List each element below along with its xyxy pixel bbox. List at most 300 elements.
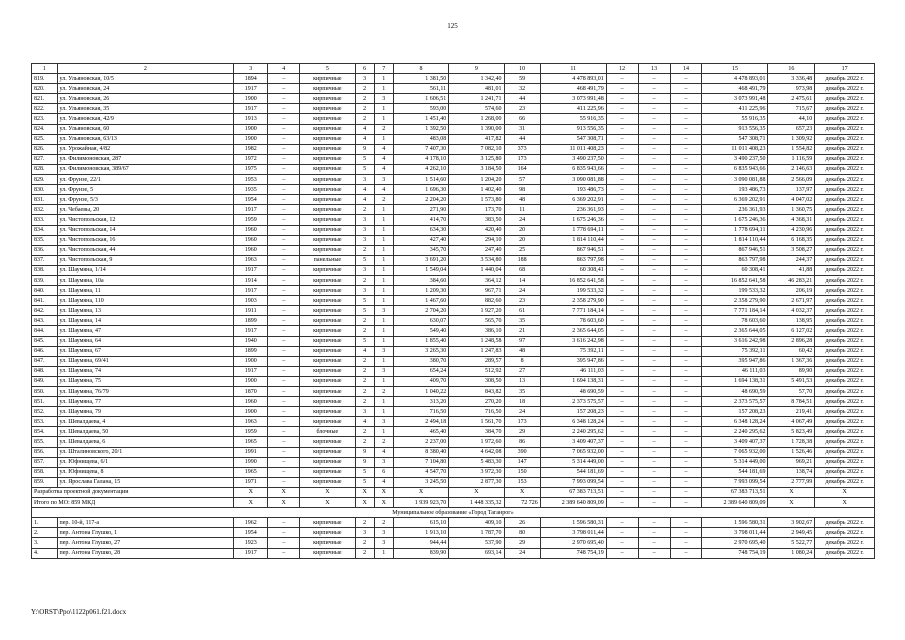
table-cell: 32: [504, 84, 540, 94]
table-cell: 2: [355, 427, 374, 437]
table-cell: 2 494,18: [393, 417, 448, 427]
table-row: [32, 437, 875, 447]
table-cell: 5: [355, 154, 374, 164]
table-cell: 1 596 580,31: [540, 518, 606, 528]
table-cell: 44,10: [768, 114, 815, 124]
table-cell: 829.: [32, 175, 58, 185]
table-cell: –: [606, 235, 638, 245]
table-cell: кирпичные: [300, 154, 355, 164]
table-cell: декабрь 2022 г.: [815, 296, 875, 306]
table-cell: кирпичные: [300, 84, 355, 94]
table-cell: 3 616 242,98: [540, 336, 606, 346]
table-cell: ул. Шаумяна, 10а: [57, 275, 234, 285]
table-cell: 4 547,70: [393, 467, 448, 477]
table-cell: 3 691,20: [393, 255, 448, 265]
table-cell: 843.: [32, 316, 58, 326]
table-cell: 2: [355, 326, 374, 336]
table-cell: X: [504, 487, 540, 497]
table-cell: 2: [374, 387, 393, 397]
table-cell: кирпичные: [300, 225, 355, 235]
table-cell: ул. Филимоновская, 287: [57, 154, 234, 164]
table-cell: 1 116,59: [768, 154, 815, 164]
table-cell: ул. Шаумяна, 13: [57, 306, 234, 316]
table-cell: –: [670, 467, 702, 477]
table-cell: –: [606, 447, 638, 457]
table-cell: 11: [504, 205, 540, 215]
table-cell: –: [670, 366, 702, 376]
table-cell: –: [638, 407, 670, 417]
table-cell: декабрь 2022 г.: [815, 255, 875, 265]
table-cell: ул. Ульяновская, 24: [57, 84, 234, 94]
table-cell: ул. Шаумяна, 11: [57, 286, 234, 296]
table-cell: декабрь 2022 г.: [815, 225, 875, 235]
table-cell: 854.: [32, 427, 58, 437]
table-cell: декабрь 2022 г.: [815, 538, 875, 548]
table-cell: –: [606, 114, 638, 124]
table-cell: –: [268, 225, 300, 235]
table-cell: 4: [374, 164, 393, 174]
table-cell: 2 566,09: [768, 175, 815, 185]
table-cell: 1 448 335,32: [449, 498, 504, 508]
table-cell: 193 486,73: [540, 185, 606, 195]
column-number: 1: [32, 64, 58, 74]
table-cell: –: [606, 427, 638, 437]
footer-file-path: Y:\ORST\Ppo\1122p061.f21.docx: [31, 608, 127, 616]
table-cell: 593,00: [393, 104, 448, 114]
table-cell: кирпичные: [300, 265, 355, 275]
column-number: 4: [268, 64, 300, 74]
table-cell: 3 409 407,37: [540, 437, 606, 447]
table-cell: 137,97: [768, 185, 815, 195]
table-cell: 6 369 202,91: [702, 195, 768, 205]
table-cell: 2: [374, 124, 393, 134]
table-cell: 468 491,79: [540, 84, 606, 94]
table-cell: –: [638, 427, 670, 437]
table-cell: 1 514,60: [393, 175, 448, 185]
table-cell: –: [670, 346, 702, 356]
table-cell: 481,01: [449, 84, 504, 94]
table-cell: 9: [355, 457, 374, 467]
table-cell: Разработка проектной документации: [32, 487, 234, 497]
table-cell: 855.: [32, 437, 58, 447]
table-cell: –: [268, 346, 300, 356]
table-cell: –: [268, 154, 300, 164]
table-cell: 6 369 202,91: [540, 195, 606, 205]
table-cell: 1917: [234, 265, 268, 275]
table-cell: ул. Юфнищева, 8: [57, 467, 234, 477]
table-cell: 1960: [234, 245, 268, 255]
table-cell: 2 204,20: [393, 195, 448, 205]
table-cell: кирпичные: [300, 114, 355, 124]
table-cell: 390: [504, 447, 540, 457]
table-cell: –: [638, 548, 670, 558]
table-cell: 48: [504, 346, 540, 356]
table-cell: 825.: [32, 134, 58, 144]
table-cell: кирпичные: [300, 215, 355, 225]
table-cell: кирпичные: [300, 316, 355, 326]
table-cell: 3 409 407,37: [702, 437, 768, 447]
table-cell: кирпичные: [300, 175, 355, 185]
table-cell: 1913: [234, 114, 268, 124]
table-cell: –: [638, 326, 670, 336]
table-cell: 3: [355, 225, 374, 235]
table-cell: пер. Антона Глушко, 28: [57, 548, 234, 558]
table-cell: –: [638, 104, 670, 114]
table-cell: 1: [374, 114, 393, 124]
table-cell: 244,37: [768, 255, 815, 265]
table-cell: 417,82: [449, 134, 504, 144]
table-cell: 1960: [234, 397, 268, 407]
table-cell: –: [638, 225, 670, 235]
table-cell: 1 080,24: [768, 548, 815, 558]
table-cell: кирпичные: [300, 205, 355, 215]
table-cell: 395 947,86: [540, 356, 606, 366]
table-cell: 57,70: [768, 387, 815, 397]
table-cell: –: [638, 467, 670, 477]
table-cell: 1935: [234, 185, 268, 195]
table-cell: 2: [374, 437, 393, 447]
table-cell: 411 225,96: [540, 104, 606, 114]
table-cell: –: [638, 215, 670, 225]
table-cell: 57: [504, 175, 540, 185]
table-cell: –: [670, 154, 702, 164]
column-number: 15: [702, 64, 768, 74]
table-cell: 842.: [32, 306, 58, 316]
table-cell: 3 265,30: [393, 346, 448, 356]
table-cell: кирпичные: [300, 306, 355, 316]
table-cell: –: [606, 306, 638, 316]
table-cell: 2 970 695,40: [702, 538, 768, 548]
table-cell: 5: [355, 255, 374, 265]
table-cell: 3.: [32, 538, 58, 548]
table-cell: 565,70: [449, 316, 504, 326]
table-cell: 2: [355, 275, 374, 285]
table-cell: –: [638, 528, 670, 538]
table-cell: 715,67: [768, 104, 815, 114]
table-cell: 1 694 138,31: [702, 376, 768, 386]
table-cell: X: [234, 487, 268, 497]
table-cell: –: [268, 356, 300, 366]
table-cell: 2: [374, 195, 393, 205]
table-cell: 18: [504, 397, 540, 407]
table-row: [32, 134, 875, 144]
table-cell: –: [670, 296, 702, 306]
table-cell: –: [268, 175, 300, 185]
table-cell: 1917: [234, 84, 268, 94]
table-cell: –: [606, 84, 638, 94]
table-cell: –: [606, 487, 638, 497]
table-cell: 1 402,40: [449, 185, 504, 195]
table-cell: –: [606, 407, 638, 417]
table-cell: –: [606, 538, 638, 548]
table-cell: 1972: [234, 154, 268, 164]
table-cell: 2: [355, 245, 374, 255]
table-cell: 4: [355, 195, 374, 205]
table-cell: –: [670, 124, 702, 134]
table-cell: кирпичные: [300, 124, 355, 134]
table-row: [32, 528, 875, 538]
table-cell: ул. Шевалдаева, 50: [57, 427, 234, 437]
table-cell: ул. Шаумяна, 110: [57, 296, 234, 306]
table-cell: декабрь 2022 г.: [815, 74, 875, 84]
table-cell: 173: [504, 154, 540, 164]
table-cell: 3 073 991,48: [702, 94, 768, 104]
table-cell: –: [638, 487, 670, 497]
table-cell: 1 913,10: [393, 528, 448, 538]
table-cell: –: [268, 548, 300, 558]
table-cell: 1: [374, 255, 393, 265]
table-cell: –: [268, 205, 300, 215]
table-cell: 846.: [32, 346, 58, 356]
table-cell: 4 178,10: [393, 154, 448, 164]
table-cell: –: [606, 225, 638, 235]
table-cell: X: [300, 487, 355, 497]
table-cell: –: [638, 316, 670, 326]
table-cell: 271,90: [393, 205, 448, 215]
table-cell: 11 011 408,23: [702, 144, 768, 154]
table-cell: –: [670, 518, 702, 528]
table-cell: 2: [355, 387, 374, 397]
table-row: [32, 316, 875, 326]
table-cell: декабрь 2022 г.: [815, 185, 875, 195]
table-cell: 1923: [234, 538, 268, 548]
table-cell: 2 970 695,40: [540, 538, 606, 548]
table-cell: –: [268, 296, 300, 306]
table-cell: 830.: [32, 185, 58, 195]
table-cell: 1 573,80: [449, 195, 504, 205]
table-cell: 867 946,51: [540, 245, 606, 255]
table-cell: 839,90: [393, 548, 448, 558]
table-cell: 1975: [234, 164, 268, 174]
table-row: [32, 195, 875, 205]
table-cell: –: [606, 144, 638, 154]
table-row: [32, 215, 875, 225]
table-cell: 1959: [234, 215, 268, 225]
table-row: [32, 538, 875, 548]
table-cell: 1917: [234, 548, 268, 558]
table-cell: 44: [504, 134, 540, 144]
table-row: [32, 154, 875, 164]
table-cell: 716,50: [393, 407, 448, 417]
table-cell: –: [606, 387, 638, 397]
table-cell: 3 073 991,48: [540, 94, 606, 104]
table-cell: 1: [374, 84, 393, 94]
table-cell: –: [638, 498, 670, 508]
table-cell: 848.: [32, 366, 58, 376]
table-cell: декабрь 2022 г.: [815, 215, 875, 225]
table-cell: –: [268, 427, 300, 437]
table-cell: декабрь 2022 г.: [815, 144, 875, 154]
table-cell: 847.: [32, 356, 58, 366]
table-cell: 5: [355, 467, 374, 477]
table-cell: 1: [374, 376, 393, 386]
table-cell: 1 241,71: [449, 94, 504, 104]
table-row: [32, 275, 875, 285]
table-row: [32, 104, 875, 114]
table-cell: –: [670, 477, 702, 487]
table-cell: кирпичные: [300, 104, 355, 114]
table-cell: –: [606, 164, 638, 174]
table-cell: –: [670, 84, 702, 94]
column-number: 5: [300, 64, 355, 74]
table-cell: 1: [374, 427, 393, 437]
table-cell: –: [606, 134, 638, 144]
table-cell: 395 947,86: [702, 356, 768, 366]
table-row: [32, 397, 875, 407]
table-cell: 2 358 279,90: [540, 296, 606, 306]
table-cell: декабрь 2022 г.: [815, 467, 875, 477]
table-cell: –: [606, 296, 638, 306]
table-row: [32, 144, 875, 154]
table-cell: –: [670, 94, 702, 104]
table-cell: кирпичные: [300, 195, 355, 205]
table-cell: 6 168,35: [768, 235, 815, 245]
table-cell: X: [234, 498, 268, 508]
table-cell: 1 561,70: [449, 417, 504, 427]
table-cell: ул. Шаумяна, 74: [57, 366, 234, 376]
table-cell: 206,19: [768, 286, 815, 296]
table-cell: –: [268, 195, 300, 205]
table-cell: 4 047,02: [768, 195, 815, 205]
table-cell: 55 916,35: [702, 114, 768, 124]
table-cell: 863 797,98: [702, 255, 768, 265]
table-cell: –: [268, 185, 300, 195]
table-row: [32, 255, 875, 265]
table-cell: –: [670, 275, 702, 285]
table-cell: X: [449, 487, 504, 497]
table-cell: 1 675 246,36: [540, 215, 606, 225]
table-cell: 1903: [234, 296, 268, 306]
table-cell: кирпичные: [300, 477, 355, 487]
table-cell: –: [268, 457, 300, 467]
table-cell: –: [670, 356, 702, 366]
table-cell: 1 040,22: [393, 387, 448, 397]
table-cell: кирпичные: [300, 134, 355, 144]
table-cell: кирпичные: [300, 326, 355, 336]
table-cell: 1 728,38: [768, 437, 815, 447]
table-cell: 844.: [32, 326, 58, 336]
table-cell: –: [670, 528, 702, 538]
table-cell: 1 778 694,11: [702, 225, 768, 235]
table-cell: 1917: [234, 326, 268, 336]
table-cell: 1917: [234, 104, 268, 114]
table-cell: 3: [374, 528, 393, 538]
table-cell: 1: [374, 265, 393, 275]
table-cell: 2 389 640 809,09: [540, 498, 606, 508]
table-cell: –: [268, 144, 300, 154]
table-cell: 25: [504, 245, 540, 255]
table-cell: 834.: [32, 225, 58, 235]
table-cell: 973,98: [768, 84, 815, 94]
table-cell: 716,50: [449, 407, 504, 417]
table-cell: кирпичные: [300, 376, 355, 386]
table-cell: 386,10: [449, 326, 504, 336]
table-cell: –: [268, 528, 300, 538]
table-cell: 75 392,11: [702, 346, 768, 356]
column-number: 9: [449, 64, 504, 74]
table-cell: декабрь 2022 г.: [815, 417, 875, 427]
table-cell: 967,71: [449, 286, 504, 296]
table-cell: 544 181,69: [702, 467, 768, 477]
table-row: [32, 376, 875, 386]
table-cell: –: [638, 205, 670, 215]
table-cell: кирпичные: [300, 548, 355, 558]
table-cell: 23: [504, 104, 540, 114]
column-number: 13: [638, 64, 670, 74]
table-cell: 3 972,30: [449, 467, 504, 477]
table-cell: декабрь 2022 г.: [815, 84, 875, 94]
table-cell: кирпичные: [300, 164, 355, 174]
table-cell: 61: [504, 306, 540, 316]
table-cell: декабрь 2022 г.: [815, 94, 875, 104]
table-cell: –: [670, 134, 702, 144]
table-cell: 31: [504, 124, 540, 134]
table-cell: 4.: [32, 548, 58, 558]
column-number: 12: [606, 64, 638, 74]
table-cell: 748 754,19: [540, 548, 606, 558]
table-cell: 46 111,03: [702, 366, 768, 376]
table-cell: 2: [355, 205, 374, 215]
table-cell: декабрь 2022 г.: [815, 427, 875, 437]
table-cell: 850.: [32, 387, 58, 397]
table-cell: –: [670, 376, 702, 386]
table-cell: 2 389 640 809,09: [702, 498, 768, 508]
column-number: 2: [57, 64, 234, 74]
table-cell: ул. Шаумяна, 1/14: [57, 265, 234, 275]
table-cell: 7 065 932,00: [540, 447, 606, 457]
table-cell: 2: [355, 114, 374, 124]
table-cell: 1: [374, 296, 393, 306]
table-cell: 1 596 580,31: [702, 518, 768, 528]
table-cell: –: [638, 265, 670, 275]
table-cell: 6 835 943,66: [540, 164, 606, 174]
table-cell: 3: [374, 417, 393, 427]
table-cell: кирпичные: [300, 346, 355, 356]
table-cell: X: [355, 487, 374, 497]
table-cell: 5: [355, 296, 374, 306]
table-cell: –: [670, 265, 702, 275]
table-cell: 1 696,30: [393, 185, 448, 195]
table-cell: кирпичные: [300, 356, 355, 366]
table-cell: –: [638, 84, 670, 94]
section-row: [32, 508, 875, 518]
table-cell: –: [670, 498, 702, 508]
table-cell: 1 451,40: [393, 114, 448, 124]
table-cell: 1911: [234, 306, 268, 316]
table-cell: 3: [374, 366, 393, 376]
table-cell: –: [670, 255, 702, 265]
table-cell: 4 032,37: [768, 306, 815, 316]
table-cell: 21: [504, 326, 540, 336]
table-cell: 465,40: [393, 427, 448, 437]
table-cell: –: [638, 397, 670, 407]
table-row: [32, 94, 875, 104]
table-cell: 138,74: [768, 467, 815, 477]
table-cell: декабрь 2022 г.: [815, 346, 875, 356]
table-cell: 219,41: [768, 407, 815, 417]
table-cell: 3 534,80: [449, 255, 504, 265]
table-cell: X: [374, 498, 393, 508]
table-cell: 1: [374, 397, 393, 407]
table-cell: 2 240 295,62: [702, 427, 768, 437]
table-cell: 1 694 138,31: [540, 376, 606, 386]
table-cell: 3: [374, 538, 393, 548]
table-cell: декабрь 2022 г.: [815, 175, 875, 185]
table-cell: –: [670, 538, 702, 548]
table-cell: 836.: [32, 245, 58, 255]
table-cell: 9: [355, 144, 374, 154]
table-cell: 384,60: [393, 275, 448, 285]
